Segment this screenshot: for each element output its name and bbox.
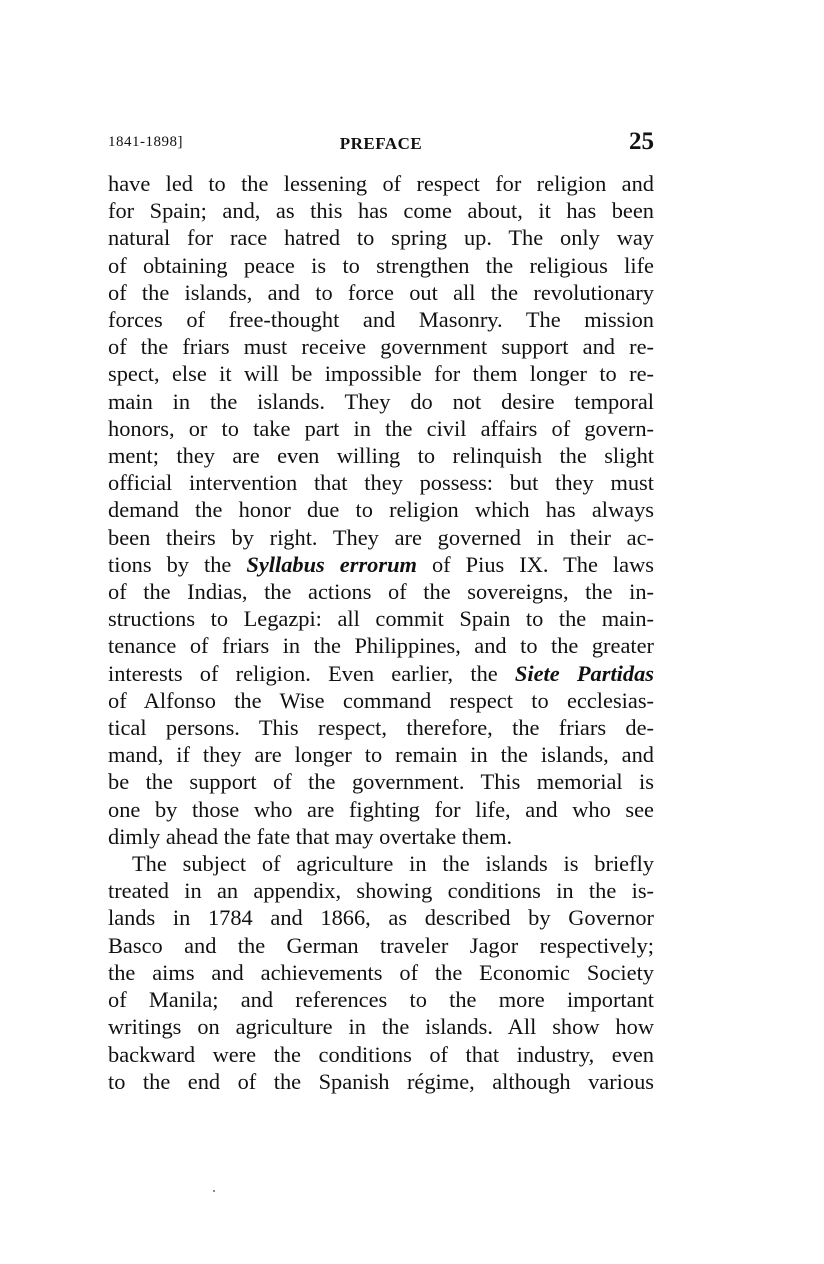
text-line: for Spain; and, as this has come about, it has been <box>108 198 654 224</box>
running-title: PREFACE <box>339 134 423 153</box>
text-line: Basco and the German traveler Jagor respectively; <box>108 932 654 958</box>
text-line: demand the honor due to religion which has always <box>108 497 654 523</box>
paragraph-1 <box>108 170 654 850</box>
text-line: tenance of friars in the Philippines, and to the greater <box>108 633 654 659</box>
text-line: have led to the lessening of respect for religion and <box>108 171 654 196</box>
text-line: backward were the conditions of that industry, even <box>108 1041 654 1067</box>
print-speck <box>213 1190 215 1192</box>
text-line: to the end of the Spanish régime, although various <box>108 1068 654 1094</box>
text-line: of Alfonso the Wise command respect to ecclesias- <box>108 687 654 713</box>
text-line-with-italic <box>108 551 654 578</box>
text-line: forces of free-thought and Masonry. The mission <box>108 307 654 333</box>
text-line: writings on agriculture in the islands. All show how <box>108 1014 654 1040</box>
text-line: main in the islands. They do not desire temporal <box>108 388 654 414</box>
text-fragment: of Pius IX. The laws <box>416 551 654 577</box>
text-line-with-italic <box>108 660 654 687</box>
text-fragment: interests of religion. Even earlier, the <box>108 660 515 686</box>
text-line: mand, if they are longer to remain in the islands, and <box>108 742 654 768</box>
text-line: dimly ahead the fate that may overtake them. <box>108 823 513 849</box>
running-header <box>108 130 654 164</box>
page-body <box>108 170 654 1095</box>
text-line: The subject of agriculture in the islands is briefly <box>132 851 654 877</box>
text-line: the aims and achievements of the Economic Society <box>108 959 654 985</box>
paragraph-2 <box>108 850 654 1095</box>
text-line: of the islands, and to force out all the revolutionary <box>108 279 654 305</box>
running-head-dates: 1841-1898] <box>108 134 183 150</box>
text-line: one by those who are fighting for life, and who see <box>108 796 654 822</box>
text-line: of the friars must receive government support and re- <box>108 334 654 360</box>
text-line: of obtaining peace is to strengthen the religious life <box>108 252 654 278</box>
text-line: been theirs by right. They are governed in their ac- <box>108 524 654 550</box>
italic-title-siete-partidas: Siete Partidas <box>514 660 655 686</box>
text-line: natural for race hatred to spring up. The only way <box>108 225 654 251</box>
text-line: tical persons. This respect, therefore, the friars de- <box>108 715 654 741</box>
page-number: 25 <box>629 128 654 155</box>
text-line: of Manila; and references to the more important <box>108 987 654 1013</box>
text-line: lands in 1784 and 1866, as described by Governor <box>108 905 654 931</box>
text-line: honors, or to take part in the civil affairs of govern- <box>108 415 654 441</box>
text-line: treated in an appendix, showing conditions in the is- <box>108 878 654 904</box>
text-line: ment; they are even willing to relinquish the slight <box>108 443 654 469</box>
italic-title-syllabus: Syllabus errorum <box>246 551 417 577</box>
text-line: of the Indias, the actions of the sovereigns, the in- <box>108 579 654 605</box>
text-line: spect, else it will be impossible for them longer to re- <box>108 361 654 387</box>
text-line: official intervention that they possess: but they must <box>108 470 654 496</box>
text-line: be the support of the government. This memorial is <box>108 769 654 795</box>
text-line: structions to Legazpi: all commit Spain to the main- <box>108 606 654 632</box>
text-fragment: tions by the <box>108 551 247 577</box>
